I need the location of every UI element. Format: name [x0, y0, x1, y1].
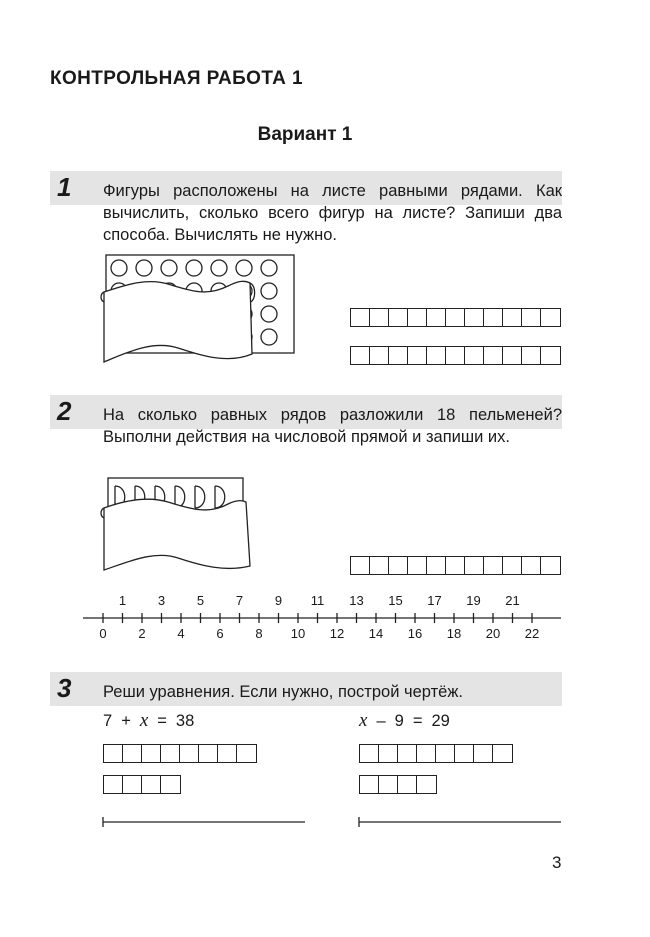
eq-left-var: x [139, 710, 149, 731]
eq-right-op: – [376, 712, 386, 730]
number-line-even-label: 20 [485, 626, 501, 641]
variant-heading: Вариант 1 [257, 124, 353, 145]
number-line-odd-label: 1 [118, 593, 127, 608]
number-line-even-label: 16 [407, 626, 423, 641]
number-line-odd-label: 19 [466, 593, 481, 608]
number-line-even-label: 22 [524, 626, 540, 641]
task-3-right-drawing-line[interactable] [356, 814, 566, 830]
number-line-even-label: 0 [99, 626, 107, 641]
covered-sheet-circles-illustration [98, 250, 303, 375]
number-line-odd-label: 5 [196, 593, 205, 608]
worksheet-title: КОНТРОЛЬНАЯ РАБОТА 1 [50, 68, 303, 89]
number-line [78, 590, 568, 642]
task-2-answer-grid[interactable] [350, 556, 561, 575]
task-1-text: Фигуры расположены на листе равными рядами. Как вычислить, сколько всего фигур на листе? Запиши два способа. Вычислять не нужно. [103, 182, 562, 244]
task-2-text: На сколько равных рядов разложили 18 пельменей? Выполни действия на числовой прямой и запиши их. [103, 406, 562, 446]
task-3-left-grid-2[interactable] [103, 775, 181, 794]
number-line-even-label: 2 [138, 626, 146, 641]
number-line-odd-label: 7 [235, 593, 244, 608]
eq-right-b: 29 [431, 712, 450, 730]
task-3-right-grid-2[interactable] [359, 775, 437, 794]
page-number: 3 [552, 853, 562, 872]
task-3-right-grid-1[interactable] [359, 744, 513, 763]
equation-right [359, 710, 450, 732]
eq-left-equals: = [157, 712, 167, 730]
task-1-answer-grid-2[interactable] [350, 346, 561, 365]
eq-right-equals: = [412, 712, 423, 730]
eq-left-a: 7 [103, 712, 113, 730]
number-line-odd-label: 15 [388, 593, 403, 608]
task-3-left-grid-1[interactable] [103, 744, 257, 763]
number-line-odd-label: 21 [505, 593, 520, 608]
number-line-even-label: 10 [290, 626, 306, 641]
covered-dumplings-illustration [98, 474, 258, 574]
number-line-even-label: 4 [177, 626, 185, 641]
task-2-number: 2 [57, 396, 72, 426]
number-line-odd-label: 11 [310, 593, 325, 608]
number-line-even-label: 18 [446, 626, 462, 641]
number-line-odd-label: 3 [157, 593, 166, 608]
task-1-number: 1 [57, 172, 72, 202]
task-3-text: Реши уравнения. Если нужно, построй чертёж. [103, 683, 463, 701]
task-3-number: 3 [57, 673, 72, 703]
number-line-odd-label: 9 [274, 593, 283, 608]
eq-right-a: 9 [394, 712, 404, 730]
number-line-even-label: 6 [216, 626, 224, 641]
task-3-left-drawing-line[interactable] [100, 814, 310, 830]
eq-left-op: + [121, 712, 131, 730]
number-line-even-label: 12 [329, 626, 345, 641]
number-line-odd-label: 13 [349, 593, 364, 608]
task-1-answer-grid-1[interactable] [350, 308, 561, 327]
eq-left-b: 38 [175, 712, 195, 730]
equation-left [103, 710, 194, 732]
eq-right-var: x [359, 710, 368, 731]
number-line-odd-label: 17 [427, 593, 442, 608]
number-line-even-label: 8 [255, 626, 263, 641]
number-line-even-label: 14 [368, 626, 384, 641]
